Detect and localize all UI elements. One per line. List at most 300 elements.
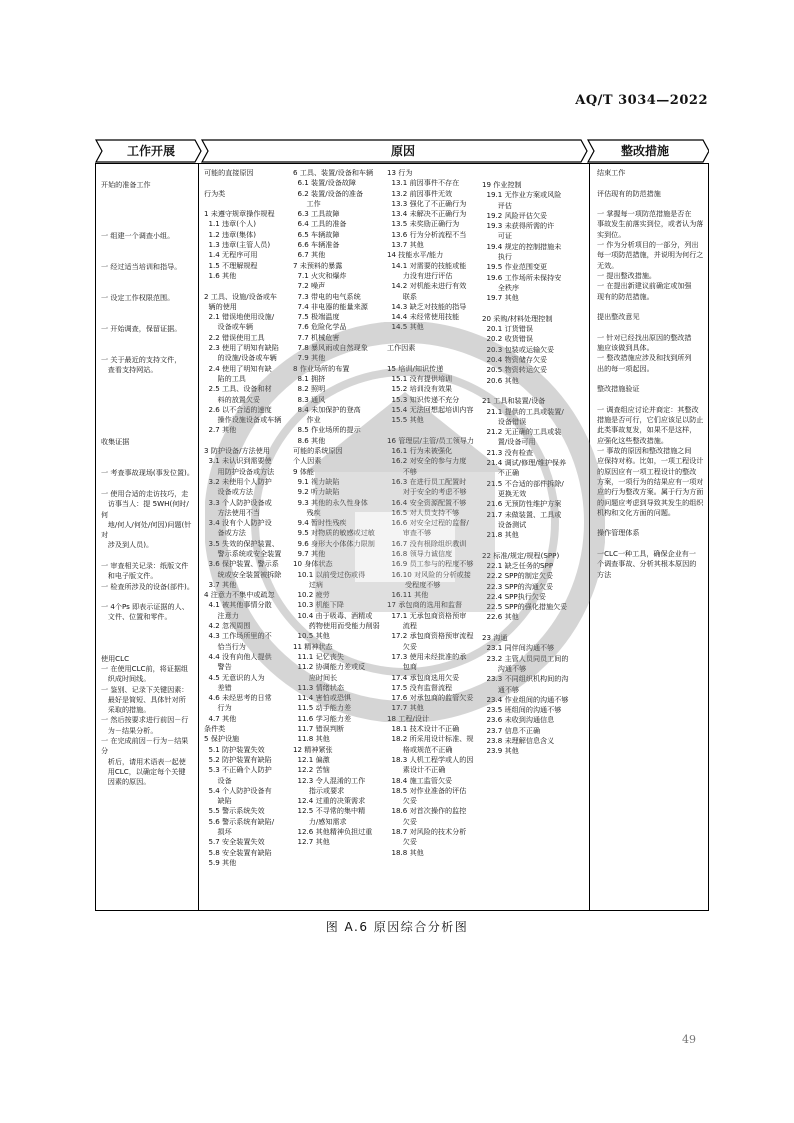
text-line: 7.9 其他 xyxy=(293,353,326,363)
text-line: 16.3 在进行员工配置时 xyxy=(387,476,467,486)
text-line: 11.3 情绪状态 xyxy=(293,682,344,692)
text-line: 1.2 违章(集体) xyxy=(204,229,256,239)
text-line: 16.1 行为未被强化 xyxy=(387,446,453,456)
text-line: 指示或要求 xyxy=(293,785,345,795)
text-line xyxy=(101,479,195,489)
text-line: 2.4 使用了明知有缺 xyxy=(204,363,272,373)
text-line: 采取的措施。 xyxy=(101,705,151,715)
text-line: 7.8 暴风雨或自然现象 xyxy=(293,343,368,353)
text-line xyxy=(597,395,706,405)
text-line: 10.2 疲劳 xyxy=(293,590,330,600)
text-line: 6.7 其他 xyxy=(293,250,326,260)
text-line: 18.8 其他 xyxy=(387,847,424,857)
text-line: 22 标准/规定/规程(SPP) xyxy=(482,550,560,560)
text-line xyxy=(101,252,195,262)
text-line: 方法使用不当 xyxy=(204,507,261,517)
text-line: 2.2 错误使用工具 xyxy=(204,332,265,342)
text-line: 药物使用而受能力削弱 xyxy=(293,621,380,631)
text-line: 16.8 领导力诚信度 xyxy=(387,548,453,558)
text-line: 22.1 缺乏任务的SPP xyxy=(482,560,554,570)
text-line: 9 体能 xyxy=(293,466,314,476)
text-line xyxy=(101,396,195,406)
text-line: 20.4 物资储存欠妥 xyxy=(482,355,548,365)
text-line: 21.3 没有检查 xyxy=(482,447,533,457)
text-line: 6.6 车辆准备 xyxy=(293,240,340,250)
text-line: 9.6 身形大小体体力限制 xyxy=(293,538,375,548)
text-line: 为－结果分析。 xyxy=(101,725,158,735)
text-line: 20.5 物资转运欠妥 xyxy=(482,365,548,375)
text-line: 11 精神状态 xyxy=(293,641,333,651)
text-line: 的设施/设备或车辆 xyxy=(204,353,277,363)
text-line: 更换无效 xyxy=(482,488,527,498)
text-line: 不正确 xyxy=(482,468,520,478)
text-line: 2.6 以不合适的速度 xyxy=(204,404,272,414)
text-line: 15.2 培训没有效果 xyxy=(387,384,453,394)
text-line: 18.3 人机工程学或人的因 xyxy=(387,754,474,764)
text-line: 8.4 未加保护的登高 xyxy=(293,404,361,414)
text-line: 设备测试 xyxy=(482,519,527,529)
text-line xyxy=(482,386,587,396)
text-line: 4.4 没有向他人提供 xyxy=(204,651,272,661)
text-line: 一 针对已经找出原因的整改措 xyxy=(597,332,692,342)
text-line xyxy=(101,221,195,231)
text-line: 19 作业控制 xyxy=(482,180,522,189)
text-line: 17.4 承包商选用欠妥 xyxy=(387,672,460,682)
text-line: 统或安全装置被拆除 xyxy=(204,569,282,579)
text-line: 10.3 机能下降 xyxy=(293,600,344,610)
text-line: 4.7 其他 xyxy=(204,713,237,723)
fix-column xyxy=(592,164,709,910)
text-line: 审查不够 xyxy=(387,528,432,538)
text-line: 12.5 不寻常的集中精 xyxy=(293,806,366,816)
text-line: 11.6 学习能力差 xyxy=(293,713,352,723)
text-line: 13.6 行为分析流程不当 xyxy=(387,229,467,239)
text-line: 2.7 其他 xyxy=(204,425,237,435)
text-line: 1 未遵守规章操作规程 xyxy=(204,209,275,219)
text-line: 16 管理层/主管/员工领导力 xyxy=(387,435,474,445)
text-line: 文件、位置和零件。 xyxy=(101,612,172,622)
text-line: 12.7 其他 xyxy=(293,837,330,847)
text-line: 陷的工具 xyxy=(204,373,246,383)
text-line: 应强化这些整改措施。 xyxy=(597,435,668,445)
text-line xyxy=(101,201,195,211)
text-line: 2.3 使用了明知有缺陷 xyxy=(204,343,279,353)
text-line: 8.5 作业场所的提示 xyxy=(293,425,361,435)
text-line: 20.2 收货错误 xyxy=(482,334,533,344)
text-line: 10.5 其他 xyxy=(293,631,330,641)
text-line: 警告 xyxy=(204,662,232,672)
text-line xyxy=(101,633,195,643)
text-line: 4.2 忽视周围 xyxy=(204,621,251,631)
text-line: 5.4 个人防护设备有 xyxy=(204,785,272,795)
text-line: 机构和文化方面的问题。 xyxy=(597,507,676,517)
text-line: 23.7 信息不正确 xyxy=(482,725,541,735)
text-line: 6 工具、装置/设备和车辆 xyxy=(293,168,374,177)
text-line: 14.5 其他 xyxy=(387,322,424,332)
text-line: 一 然后按要求进行前因－行 xyxy=(101,715,189,725)
direct-causes-column xyxy=(201,164,290,910)
figure-caption: 图 A.6 原因综合分析图 xyxy=(325,920,469,934)
text-line: 整改措施验证 xyxy=(597,384,640,394)
text-line: 力/感知需求 xyxy=(293,816,347,826)
text-line: 6.4 工具的准备 xyxy=(293,219,347,229)
text-line: 欠妥 xyxy=(387,837,417,847)
text-line: 23.3 不同组织机构间的沟 xyxy=(482,674,569,684)
text-line: 18.5 对作业准备的评估 xyxy=(387,785,467,795)
text-line: 1.4 无程序可用 xyxy=(204,250,258,260)
text-line: 4.6 未经思考的日常 xyxy=(204,693,272,703)
text-line: 析后，请用术语表一起使 xyxy=(101,756,186,766)
page-number: 49 xyxy=(682,1033,696,1046)
text-line: 4.3 工作场所里的不 xyxy=(204,631,272,641)
text-line: 12 精神紧张 xyxy=(293,744,333,754)
text-line: 4.5 无意识的人为 xyxy=(204,672,265,682)
text-line: 涉及到人员)。 xyxy=(101,540,154,550)
text-line xyxy=(101,283,195,293)
text-line: 3.3 个人防护设备或 xyxy=(204,497,272,507)
text-line: 1.6 其他 xyxy=(204,270,237,280)
text-line: 一 关于最近的支持文件， xyxy=(101,355,182,365)
text-line: 14.2 对机能未进行有效 xyxy=(387,281,467,291)
text-line: 通不够 xyxy=(482,684,520,694)
text-line: 5.7 安全装置失效 xyxy=(204,837,265,847)
text-line: 23.6 未收到沟通信息 xyxy=(482,715,555,725)
text-line: 18.6 对首次操作的监控 xyxy=(387,806,467,816)
text-line xyxy=(204,199,288,209)
text-line: 11.4 害怕或恐惧 xyxy=(293,693,352,703)
text-line: 应时间长 xyxy=(293,672,338,682)
text-line: 7.7 机械危害 xyxy=(293,332,340,342)
text-line: 一CLC一种工具，确保企业有一 xyxy=(597,548,696,558)
text-line: 每一项防范措施，并说明为何行之 xyxy=(597,250,704,260)
text-line: 因素的原因。 xyxy=(101,777,151,787)
text-line: 对于安全的考虑不够 xyxy=(387,487,467,497)
text-line: 23.9 其他 xyxy=(482,746,519,756)
text-line: 5.6 警示系统有缺陷/ xyxy=(204,816,275,826)
text-line xyxy=(101,407,195,417)
text-line: 设备错误 xyxy=(482,416,527,426)
text-line: 3.5 失效的保护装置、 xyxy=(204,538,279,548)
text-line: 个调查事故、分析其根本原因的 xyxy=(597,559,697,569)
text-line: 包商 xyxy=(387,662,417,672)
text-line: 23.8 未理解信息含义 xyxy=(482,736,555,746)
text-line: 7.3 带电的电气系统 xyxy=(293,291,361,301)
text-line xyxy=(101,427,195,437)
text-line: 一 考查事故现场(事发位置)。 xyxy=(101,468,194,478)
text-line xyxy=(597,199,706,209)
text-line: 13.2 前因事件无效 xyxy=(387,188,453,198)
text-line: 19.5 作业范围变更 xyxy=(482,262,548,272)
text-line: 22.3 SPP的沟通欠妥 xyxy=(482,581,554,591)
text-line xyxy=(387,425,477,435)
text-line: 行为类 xyxy=(204,188,226,198)
text-line: 3 防护设备/方法使用 xyxy=(204,446,270,456)
text-line: 4.1 被其他事情分散 xyxy=(204,600,272,610)
text-line: 不够 xyxy=(387,466,417,476)
text-line: 个人因素 xyxy=(293,456,322,466)
text-line: 7.2 噪声 xyxy=(293,281,326,291)
text-line xyxy=(101,345,195,355)
text-line: 20 采购/材料处理控制 xyxy=(482,313,553,323)
text-line: 开始的准备工作 xyxy=(101,180,151,189)
text-line xyxy=(597,539,706,549)
text-line: 21.2 无正确的工具或装 xyxy=(482,427,562,437)
text-line: 措施是否可行，它们应该足以防止 xyxy=(597,415,704,425)
text-line: 19.7 其他 xyxy=(482,293,519,303)
text-line: 12.3 令人混淆的工作 xyxy=(293,775,366,785)
text-line: 22.2 SPP的制定欠妥 xyxy=(482,571,554,581)
text-line: 5.9 其他 xyxy=(204,857,237,867)
text-line: 可能的系统原因 xyxy=(293,446,343,456)
text-line: 行为 xyxy=(204,703,232,713)
text-line: 7.5 极端温度 xyxy=(293,312,340,322)
text-line: 缺陷 xyxy=(204,796,232,806)
text-line: 21 工具和装置/设备 xyxy=(482,396,546,406)
text-line: 23.5 班组间的沟通不够 xyxy=(482,705,562,715)
text-line xyxy=(597,374,706,384)
text-line: 用CLC，以确定每个关键 xyxy=(101,766,186,776)
text-line: 残疾 xyxy=(293,507,321,517)
text-line: 7 未预料的暴露 xyxy=(293,260,343,270)
text-line: 9.2 听力缺陷 xyxy=(293,487,340,497)
text-line: 2.5 工具、设备和材 xyxy=(204,384,272,394)
text-line: 21.4 调试/修理/维护保养 xyxy=(482,458,567,468)
text-line xyxy=(482,623,587,633)
text-line: 欠妥 xyxy=(387,796,417,806)
text-line: 11.1 记忆丧失 xyxy=(293,651,344,661)
text-line: 可证 xyxy=(482,231,512,241)
text-line: 收集证据 xyxy=(101,437,130,447)
text-line: 6.3 工具故障 xyxy=(293,209,340,219)
text-line: 7.4 非电器的能量来源 xyxy=(293,301,368,311)
text-line: 23.1 同伴间沟通不够 xyxy=(482,643,555,653)
text-line: 条件类 xyxy=(204,724,226,734)
text-line: 21.6 无预防性维护方案 xyxy=(482,499,562,509)
text-line: 受程度不够 xyxy=(387,579,441,589)
text-line: 2 工具、设施/设备或车 xyxy=(204,291,278,301)
text-line xyxy=(101,417,195,427)
text-line xyxy=(597,302,706,312)
text-line: 18.7 对风险的技术分析 xyxy=(387,827,467,836)
text-line: 力没有进行评估 xyxy=(387,270,453,280)
text-line: 一 整改措施应涉及和找到所列 xyxy=(597,353,692,363)
text-line: 一 组建一个调查小组。 xyxy=(101,231,175,241)
text-line: 18.4 施工监管欠妥 xyxy=(387,775,453,785)
text-line: 9.3 其他的永久性身体 xyxy=(293,497,368,507)
text-line: 6.5 车辆故障 xyxy=(293,229,340,239)
text-line: 14.4 未经常使用技能 xyxy=(387,312,460,322)
text-line: 18 工程/设计 xyxy=(387,713,430,723)
text-line xyxy=(482,304,587,314)
text-line: 3.2 未使用个人防护 xyxy=(204,476,272,486)
text-line: 19.2 风险评估欠妥 xyxy=(482,210,548,220)
text-line: 8.6 其他 xyxy=(293,435,326,445)
text-line xyxy=(387,353,477,363)
text-line: 5.2 防护装置有缺陷 xyxy=(204,754,272,764)
text-line: 21.5 不合适的部件拆除/ xyxy=(482,478,564,488)
text-line: 22.4 SPP执行欠妥 xyxy=(482,591,546,601)
text-line: 12.4 过重的决策需求 xyxy=(293,796,366,806)
text-line: 9.1 视力缺陷 xyxy=(293,476,340,486)
text-line: 5.5 警示系统失效 xyxy=(204,806,265,816)
text-line: 最好是简短、具体针对所 xyxy=(101,694,186,704)
text-line: 欠妥 xyxy=(387,641,417,651)
text-line: 一 提出整改措施。 xyxy=(597,270,657,280)
text-line: 16.6 对安全过程的监督/ xyxy=(387,518,469,528)
text-line: 2.1 错误地使用设施/ xyxy=(204,312,275,322)
text-line: 用防护设备或方法 xyxy=(204,466,275,476)
header-cause: 原因 xyxy=(391,144,416,158)
text-line: 13.4 未解决不正确行为 xyxy=(387,209,467,219)
text-line: 16.11 其他 xyxy=(387,590,429,600)
text-line: 23.4 作业组间的沟通不够 xyxy=(482,694,569,704)
text-line: 16.2 对安全的参与力度 xyxy=(387,456,467,466)
text-line xyxy=(101,273,195,283)
text-line xyxy=(597,518,706,528)
text-line: 访事当人：提 5WH(何时/何 xyxy=(101,499,189,519)
text-line: 11.2 协调能力差或反 xyxy=(293,662,366,672)
text-line xyxy=(101,592,195,602)
text-line: 16.9 员工参与的程度不够 xyxy=(387,559,474,569)
text-line: 1.1 违章(个人) xyxy=(204,219,256,229)
work-column xyxy=(96,164,199,910)
text-line: 7.1 火灾和爆炸 xyxy=(293,270,347,280)
text-line: 欠妥 xyxy=(387,816,417,826)
text-line: 警示系统或安全装置 xyxy=(204,548,282,558)
text-line: 评估现有的防范措施 xyxy=(597,188,661,198)
text-line: 3.6 保护装置、警示系 xyxy=(204,559,279,569)
text-line xyxy=(101,623,195,633)
text-line: 9.7 其他 xyxy=(293,548,326,558)
text-line: 一 调查组应讨论并商定：其整改 xyxy=(597,404,699,414)
text-line: 地/何人/何处/何因)问题(针对 xyxy=(101,519,192,540)
text-line: 12.6 其他精神负担过重 xyxy=(293,827,373,836)
header-work: 工作开展 xyxy=(127,144,176,158)
text-line: 23.2 主管人员同员工间的 xyxy=(482,653,569,663)
text-line: 3.1 未认识到需要使 xyxy=(204,456,272,466)
text-line: 流程 xyxy=(387,621,417,631)
text-line: 8 作业场所的布置 xyxy=(293,363,350,373)
text-line: 9.5 对物质的敏感或过敏 xyxy=(293,528,375,538)
text-line xyxy=(387,333,477,343)
text-line: 10 身体状态 xyxy=(293,559,333,569)
text-line: 一 作为分析项目的一部分，列出 xyxy=(597,240,699,250)
text-line: 一 审查相关记录：纸版文件 xyxy=(101,560,189,570)
text-line: 使用CLC xyxy=(101,653,130,663)
text-line: 20.6 其他 xyxy=(482,375,519,385)
text-line: 15.4 无法回想起培训内容 xyxy=(387,404,474,414)
text-line: 出的每一项起因。 xyxy=(597,363,654,373)
text-line: 损坏 xyxy=(204,827,232,836)
text-line: 5 保护设施 xyxy=(204,734,240,744)
text-line: 施应该做到具体。 xyxy=(597,343,654,353)
text-line: 11.5 动手能力差 xyxy=(293,703,352,713)
text-line: 13.3 强化了不正确行为 xyxy=(387,198,467,208)
text-line: 13 行为 xyxy=(387,168,413,177)
text-line: 15 培训/知识传递 xyxy=(387,363,444,373)
text-line: 8.1 拥挤 xyxy=(293,373,326,383)
text-line: 19.4 规定的控制措施未 xyxy=(482,241,562,251)
text-line xyxy=(101,314,195,324)
text-line: 9.4 暂时性残疾 xyxy=(293,518,347,528)
text-line: 过病 xyxy=(293,579,323,589)
text-line: 置/设备可用 xyxy=(482,437,536,447)
behavior-causes-column xyxy=(384,164,479,910)
text-line: 一 设定工作权限范围。 xyxy=(101,293,175,303)
text-line: 一 在提出新建议前确定或加强 xyxy=(597,281,692,291)
text-line: 工作 xyxy=(293,198,321,208)
text-line: 一 鉴别、记录下关键因素： xyxy=(101,684,189,694)
text-line: 执行 xyxy=(482,252,512,262)
text-line: 事故发生前落实到位，或者认为落 xyxy=(597,219,704,229)
text-line: 14.1 对需要的技能或能 xyxy=(387,260,467,270)
tools-causes-column xyxy=(290,164,384,910)
text-line: 方法 xyxy=(597,569,612,579)
cause-analysis-table xyxy=(95,163,709,911)
text-line: 一 经过适当培训和指导。 xyxy=(101,262,182,272)
text-line xyxy=(597,322,706,332)
text-line: 素设计不正确 xyxy=(387,765,446,775)
text-line: 15.1 没有提供培训 xyxy=(387,373,453,383)
text-line xyxy=(482,540,587,550)
text-line: 22.6 其他 xyxy=(482,612,519,622)
text-line: 16.7 没有根除组织教训 xyxy=(387,538,467,548)
text-line: 一 开始调查，保留证据。 xyxy=(101,324,182,334)
header-fix: 整改措施 xyxy=(621,144,670,158)
text-line: 7.6 危险化学品 xyxy=(293,322,347,332)
text-line: 辆的使用 xyxy=(204,301,237,311)
text-line: 设备或方法 xyxy=(204,487,253,497)
text-line xyxy=(101,211,195,221)
text-line: 18.1 技术设计不正确 xyxy=(387,724,460,734)
text-line: 可能的直接原因 xyxy=(204,168,254,177)
text-line: 4 注意力不集中或疏忽 xyxy=(204,590,275,600)
text-line xyxy=(101,386,195,396)
text-line: 一 在完成前因－行为－结果分 xyxy=(101,736,189,756)
text-line: 和电子版文件。 xyxy=(101,571,158,581)
text-line: 操作管理体系 xyxy=(597,528,640,538)
text-line: 沟通不够 xyxy=(482,663,527,673)
text-line: 设备 xyxy=(204,775,232,785)
text-line: 差错 xyxy=(204,682,232,692)
text-line: 11.8 其他 xyxy=(293,734,330,744)
text-line: 10.1 以前受过伤或得 xyxy=(293,569,366,579)
text-line xyxy=(101,190,195,200)
text-line: 13.1 前因事件不存在 xyxy=(387,178,460,188)
text-line: 5.8 安全装置有缺陷 xyxy=(204,847,272,857)
text-line: 17.2 承包商资格预审流程 xyxy=(387,631,474,641)
text-line: 15.5 其他 xyxy=(387,415,424,425)
text-line: 的问题应考虑到导致其发生的组织 xyxy=(597,497,704,507)
text-line: 18.2 所采用设计标准、规 xyxy=(387,734,474,744)
text-line: 12.2 苦恼 xyxy=(293,765,330,775)
text-line: 17 承包商的选用和监督 xyxy=(387,600,463,610)
text-line: 一 在使用CLC前，将证据组 xyxy=(101,663,189,673)
text-line: 20.1 订货错误 xyxy=(482,324,533,334)
text-line: 一 使用合适的走访技巧，走 xyxy=(101,488,189,498)
text-line: 17.6 对承包商的监管欠妥 xyxy=(387,693,474,703)
text-line: 提出整改意见 xyxy=(597,312,640,322)
text-line xyxy=(101,334,195,344)
text-line: 1.3 违章(主管人员) xyxy=(204,240,271,250)
text-line: 无效。 xyxy=(597,260,619,270)
work-plan-causes-column xyxy=(479,164,590,910)
text-line: 一 掌握每一项防范措施是否在 xyxy=(597,209,692,219)
text-line: 方案，一项行为的结果应有一项对 xyxy=(597,476,704,486)
text-line: 8.2 照明 xyxy=(293,384,326,394)
text-line: 5.3 不正确个人防护 xyxy=(204,765,272,775)
text-line: 应的行为整改方案。属于行为方面 xyxy=(597,487,704,497)
